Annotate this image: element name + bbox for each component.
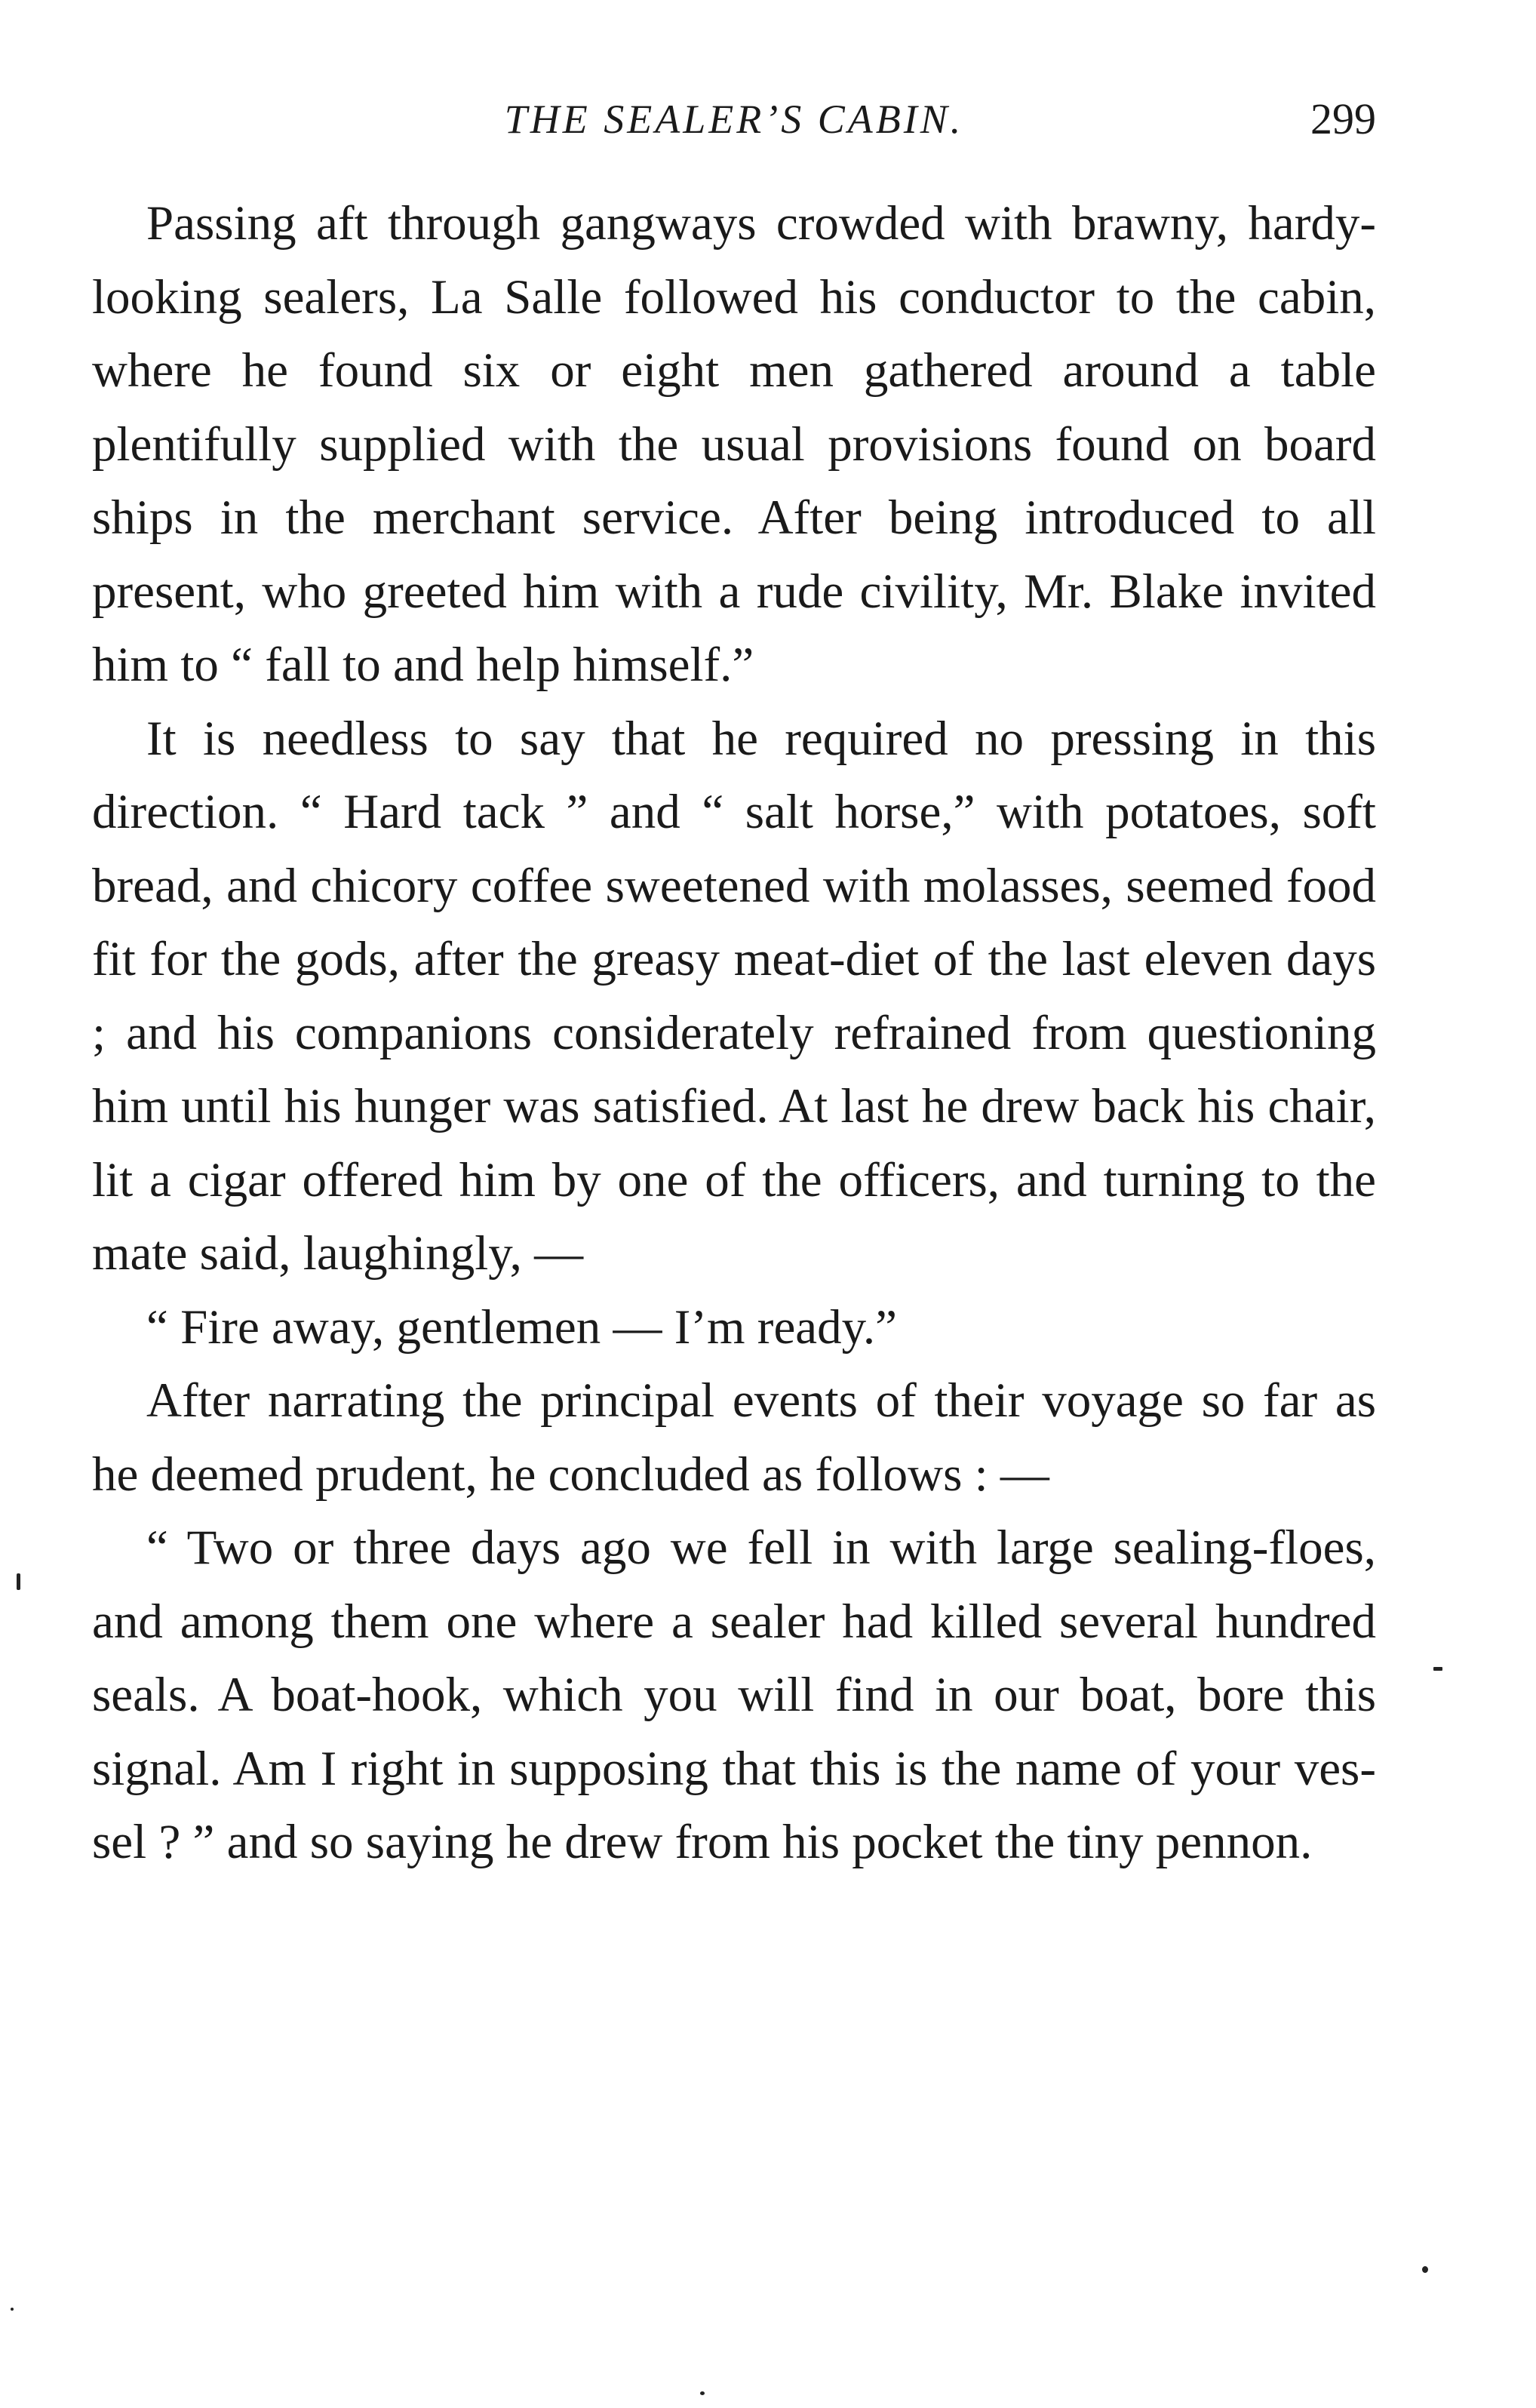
running-head <box>92 89 1376 149</box>
body-text <box>92 187 1376 1880</box>
page-number: 299 <box>1310 94 1376 143</box>
paragraph: It is needless to say that he required no pressing in this direction. “ Hard tack ” and “ salt horse,” with potatoes, soft bread, and chicory coffee sweetened with molasses, seemed food fit for the gods, after the greasy meat-diet of the last eleven days ; and his companions considerately refrained from questioning him until his hunger was satisfied. At last he drew back his chair, lit a cigar offered him by one of the officers, and turning to the mate said, laughingly, — <box>92 711 1376 1281</box>
paragraph: After narrating the principal events of their voyage so far as he deemed prudent, he concluded as follows : — <box>92 1373 1376 1502</box>
scan-speck <box>1422 2266 1428 2273</box>
scan-speck <box>17 1573 20 1590</box>
paragraph: “ Two or three days ago we fell in with large sealing-floes, and among them one where a sealer had killed several hundred seals. A boat-hook, which you will find in our boat, bore this signal. Am I right in supposing that this is the name of your vessel ? ” and so saying he drew from his pocket the tiny pennon. <box>92 1521 1376 1869</box>
scan-speck <box>700 2391 705 2395</box>
paragraph: “ Fire away, gentlemen — I’m ready.” <box>146 1299 898 1355</box>
running-title: THE SEALER’S CABIN. <box>504 97 964 142</box>
scan-speck <box>1433 1667 1442 1671</box>
paragraph: Passing aft through gangways crowded with brawny, hardy-looking sealers, La Salle followed his conductor to the cabin, where he found six or eight men gathered around a table plentifully supplied with the usual provisions found on board ships in the merchant service. After being introduced to all present, who greeted him with a rude civility, Mr. Blake invited him to “ fall to and help himself.” <box>92 196 1376 692</box>
scan-speck <box>11 2308 14 2311</box>
